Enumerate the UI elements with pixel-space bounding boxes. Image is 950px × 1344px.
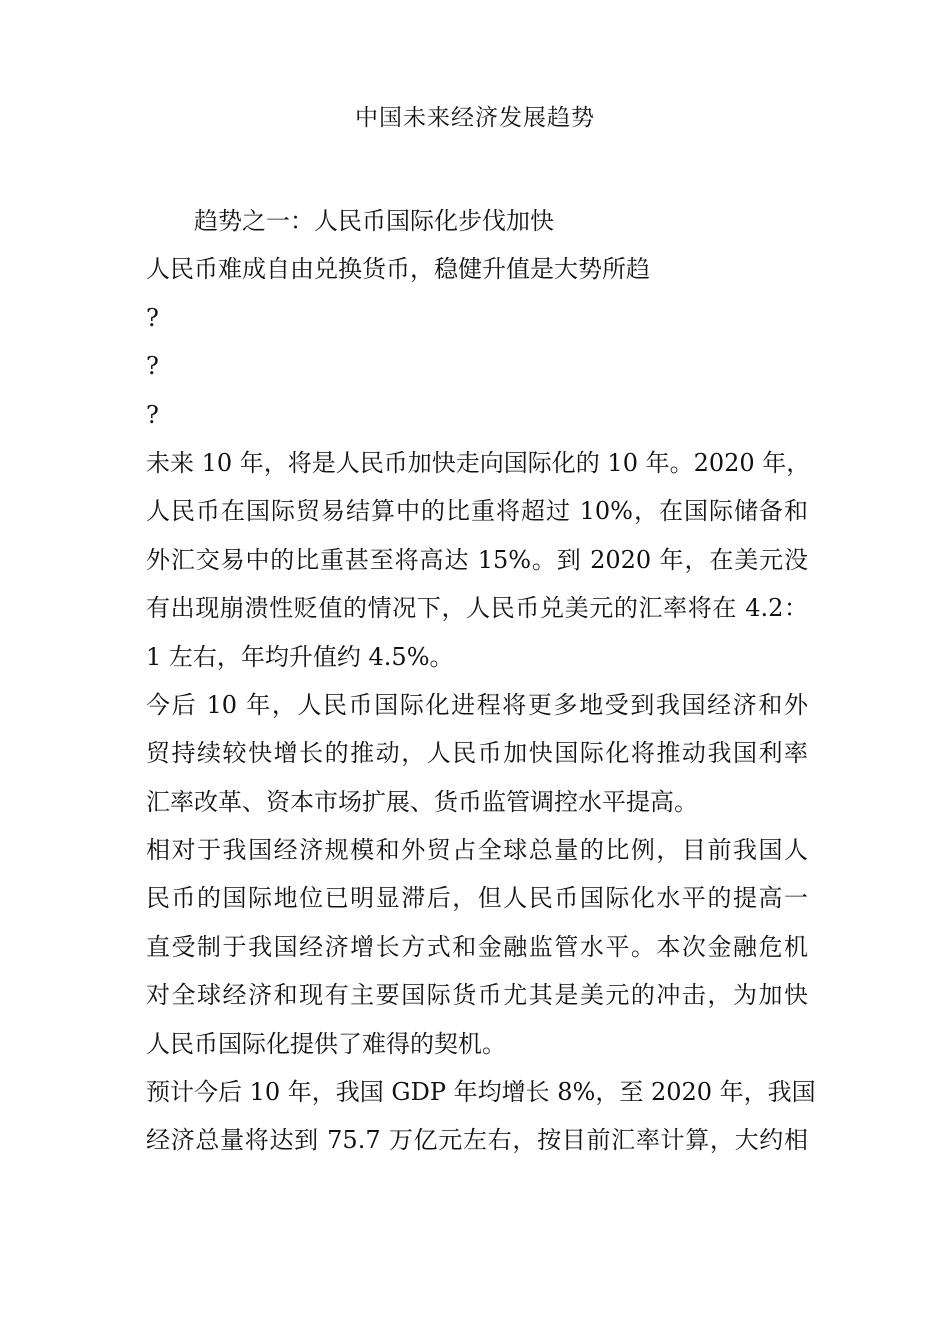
paragraph-line: 有出现崩溃性贬值的情况下，人民币兑美元的汇率将在 4.2： [146,594,808,623]
paragraph-line: 预计今后 10 年，我国 GDP 年均增长 8%，至 2020 年，我国 [146,1078,816,1107]
paragraph-line: 直受制于我国经济增长方式和金融监管水平。本次金融危机 [146,932,808,961]
paragraph-line: 民币的国际地位已明显滞后，但人民币国际化水平的提高一 [146,884,808,913]
paragraph-4 [146,1068,816,1165]
paragraph-line: 相对于我国经济规模和外贸占全球总量的比例，目前我国人 [146,836,808,865]
placeholder-mark: ? [146,303,159,332]
paragraph-line: 外汇交易中的比重甚至将高达 15%。到 2020 年，在美元没 [146,545,808,574]
paragraph-line: 今后 10 年，人民币国际化进程将更多地受到我国经济和外 [146,690,808,719]
paragraph-line: 贸持续较快增长的推动，人民币加快国际化将推动我国利率 [146,739,808,768]
document-body [146,197,816,1165]
paragraph-line: 人民币国际化提供了难得的契机。 [146,1029,506,1058]
placeholder-mark: ? [146,352,159,381]
paragraph-3 [146,826,808,1068]
paragraph-line: 未来 10 年，将是人民币加快走向国际化的 10 年。2020 年， [146,448,811,477]
section-heading: 趋势之一：人民币国际化步伐加快 [194,207,554,235]
paragraph-1 [146,439,811,681]
document-title: 中国未来经济发展趋势 [355,105,595,131]
paragraph-line: 1 左右，年均升值约 4.5%。 [146,642,454,671]
paragraph-line: 经济总量将达到 75.7 万亿元左右，按目前汇率计算，大约相 [146,1126,808,1155]
paragraph-line: 对全球经济和现有主要国际货币尤其是美元的冲击，为加快 [146,981,808,1010]
section-subheading: 人民币难成自由兑换货币，稳健升值是大势所趋 [146,255,650,284]
placeholder-mark: ? [146,400,159,429]
paragraph-line: 汇率改革、资本市场扩展、货币监管调控水平提高。 [146,787,698,816]
paragraph-2 [146,681,808,826]
paragraph-line: 人民币在国际贸易结算中的比重将超过 10%，在国际储备和 [146,497,808,526]
